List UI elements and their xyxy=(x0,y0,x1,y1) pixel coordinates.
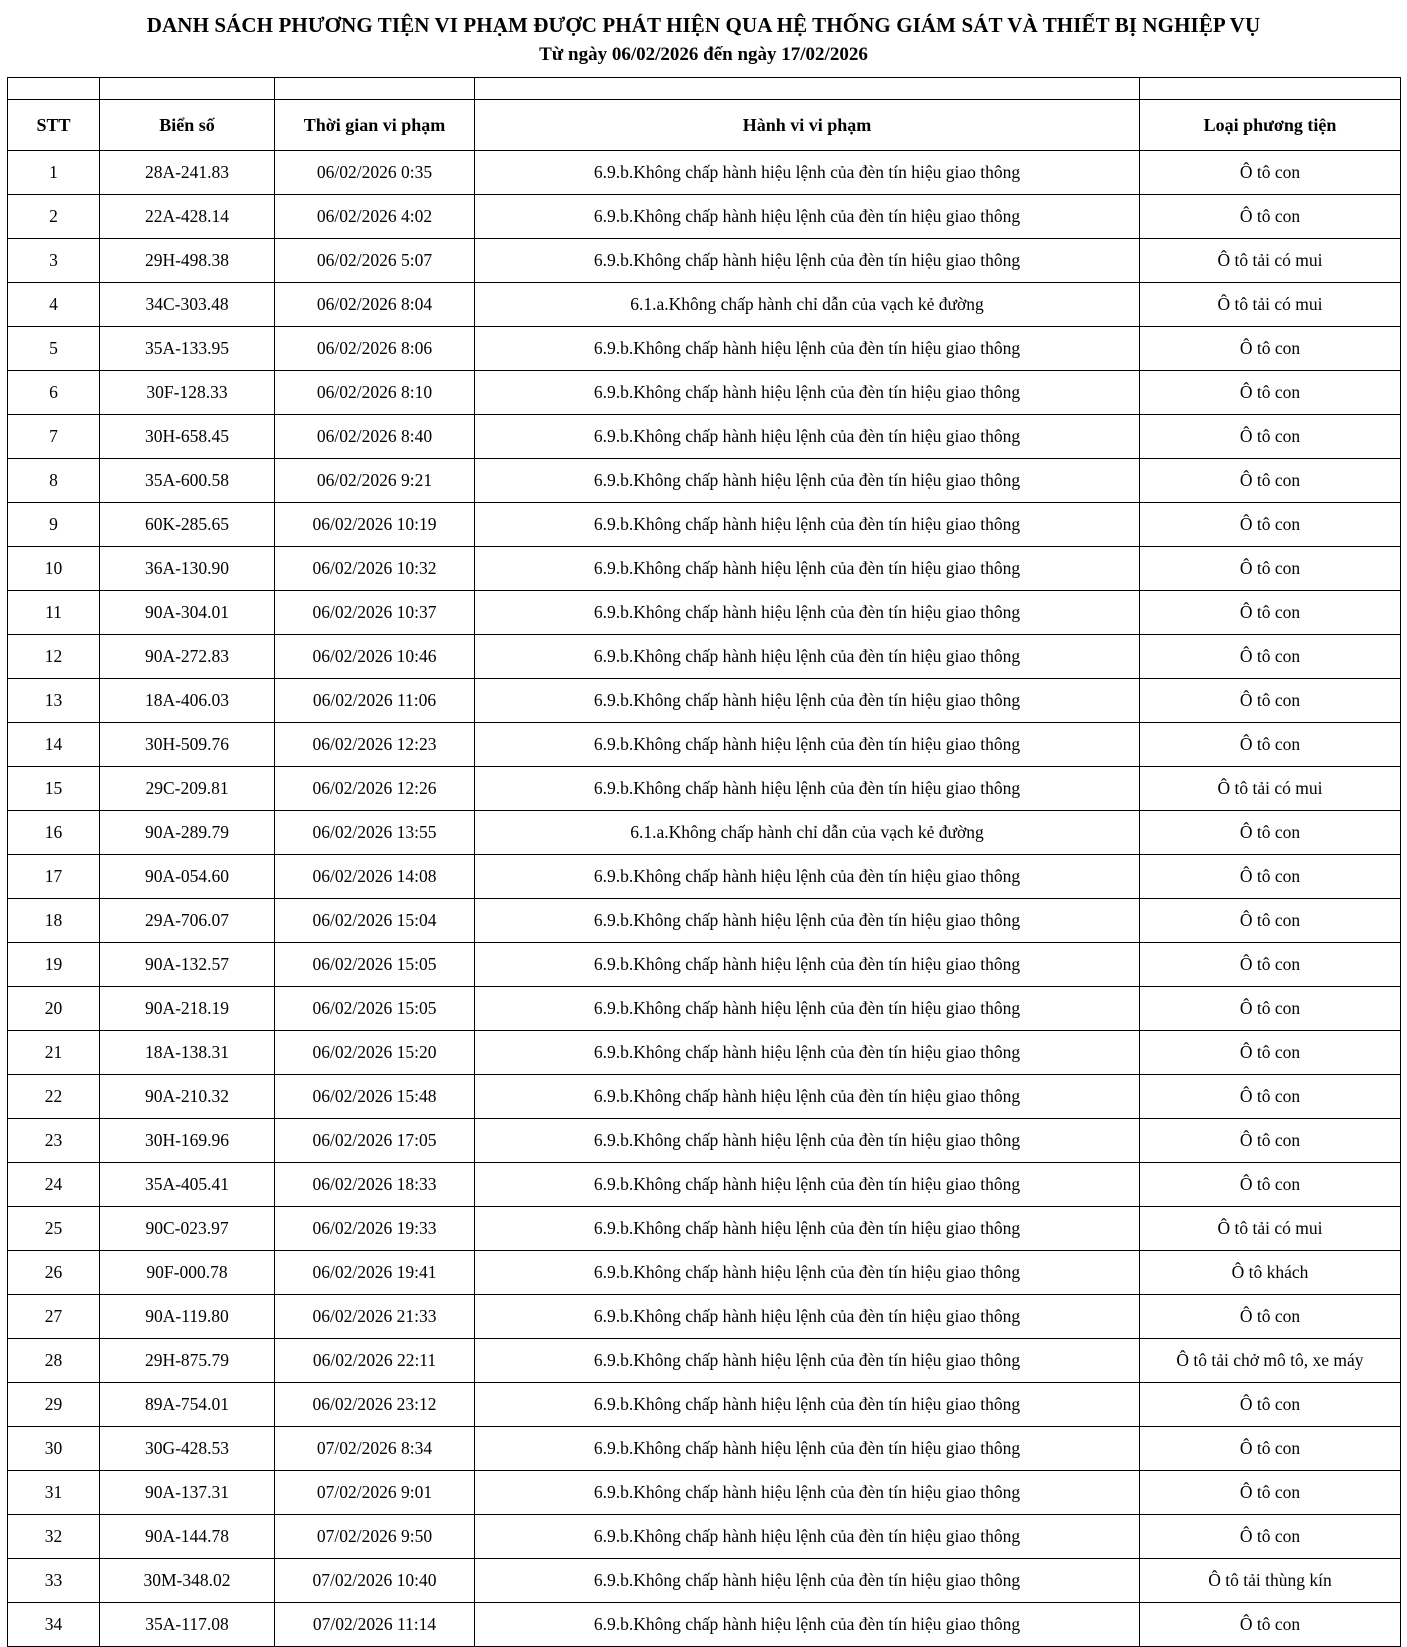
cell-plate: 60K-285.65 xyxy=(100,503,275,547)
cell-plate: 90A-144.78 xyxy=(100,1515,275,1559)
cell-time: 06/02/2026 8:10 xyxy=(275,371,475,415)
cell-behavior: 6.9.b.Không chấp hành hiệu lệnh của đèn tín hiệu giao thông xyxy=(475,1515,1140,1559)
cell-vehicle-type: Ô tô con xyxy=(1140,327,1401,371)
cell-vehicle-type: Ô tô con xyxy=(1140,723,1401,767)
cell-behavior: 6.9.b.Không chấp hành hiệu lệnh của đèn tín hiệu giao thông xyxy=(475,1163,1140,1207)
cell-plate: 30H-509.76 xyxy=(100,723,275,767)
column-header-time: Thời gian vi phạm xyxy=(275,100,475,151)
cell-plate: 18A-406.03 xyxy=(100,679,275,723)
cell-plate: 22A-428.14 xyxy=(100,195,275,239)
column-header-behavior: Hành vi vi phạm xyxy=(475,100,1140,151)
cell-stt: 2 xyxy=(8,195,100,239)
cell-stt: 26 xyxy=(8,1251,100,1295)
cell-stt: 11 xyxy=(8,591,100,635)
cell-plate: 90A-218.19 xyxy=(100,987,275,1031)
cell-plate: 90C-023.97 xyxy=(100,1207,275,1251)
cell-behavior: 6.9.b.Không chấp hành hiệu lệnh của đèn tín hiệu giao thông xyxy=(475,591,1140,635)
table-row xyxy=(8,547,1401,591)
cell-plate: 28A-241.83 xyxy=(100,151,275,195)
cell-plate: 30G-428.53 xyxy=(100,1427,275,1471)
cell-vehicle-type: Ô tô con xyxy=(1140,1427,1401,1471)
cell-time: 06/02/2026 8:06 xyxy=(275,327,475,371)
cell-time: 06/02/2026 4:02 xyxy=(275,195,475,239)
cell-vehicle-type: Ô tô con xyxy=(1140,459,1401,503)
cell-stt: 32 xyxy=(8,1515,100,1559)
cell-behavior: 6.9.b.Không chấp hành hiệu lệnh của đèn tín hiệu giao thông xyxy=(475,151,1140,195)
cell-vehicle-type: Ô tô tải có mui xyxy=(1140,1207,1401,1251)
cell-vehicle-type: Ô tô con xyxy=(1140,987,1401,1031)
cell-stt: 5 xyxy=(8,327,100,371)
cell-behavior: 6.9.b.Không chấp hành hiệu lệnh của đèn tín hiệu giao thông xyxy=(475,1339,1140,1383)
cell-behavior: 6.1.a.Không chấp hành chỉ dẫn của vạch kẻ đường xyxy=(475,283,1140,327)
cell-vehicle-type: Ô tô con xyxy=(1140,635,1401,679)
cell-plate: 35A-600.58 xyxy=(100,459,275,503)
spacer-cell xyxy=(275,78,475,100)
table-row xyxy=(8,1163,1401,1207)
cell-time: 06/02/2026 23:12 xyxy=(275,1383,475,1427)
cell-plate: 90A-137.31 xyxy=(100,1471,275,1515)
cell-time: 06/02/2026 18:33 xyxy=(275,1163,475,1207)
cell-time: 06/02/2026 22:11 xyxy=(275,1339,475,1383)
cell-vehicle-type: Ô tô con xyxy=(1140,547,1401,591)
table-row xyxy=(8,723,1401,767)
cell-plate: 30M-348.02 xyxy=(100,1559,275,1603)
cell-plate: 90A-304.01 xyxy=(100,591,275,635)
cell-vehicle-type: Ô tô con xyxy=(1140,415,1401,459)
cell-behavior: 6.9.b.Không chấp hành hiệu lệnh của đèn tín hiệu giao thông xyxy=(475,1295,1140,1339)
cell-vehicle-type: Ô tô con xyxy=(1140,679,1401,723)
cell-stt: 8 xyxy=(8,459,100,503)
cell-vehicle-type: Ô tô con xyxy=(1140,1603,1401,1647)
cell-stt: 4 xyxy=(8,283,100,327)
cell-stt: 14 xyxy=(8,723,100,767)
cell-behavior: 6.9.b.Không chấp hành hiệu lệnh của đèn tín hiệu giao thông xyxy=(475,1251,1140,1295)
cell-stt: 22 xyxy=(8,1075,100,1119)
cell-vehicle-type: Ô tô con xyxy=(1140,591,1401,635)
cell-behavior: 6.9.b.Không chấp hành hiệu lệnh của đèn tín hiệu giao thông xyxy=(475,1559,1140,1603)
cell-behavior: 6.9.b.Không chấp hành hiệu lệnh của đèn tín hiệu giao thông xyxy=(475,1031,1140,1075)
cell-vehicle-type: Ô tô con xyxy=(1140,811,1401,855)
cell-behavior: 6.9.b.Không chấp hành hiệu lệnh của đèn tín hiệu giao thông xyxy=(475,503,1140,547)
cell-vehicle-type: Ô tô con xyxy=(1140,151,1401,195)
table-row xyxy=(8,855,1401,899)
cell-plate: 90A-272.83 xyxy=(100,635,275,679)
cell-behavior: 6.9.b.Không chấp hành hiệu lệnh của đèn tín hiệu giao thông xyxy=(475,1603,1140,1647)
cell-vehicle-type: Ô tô con xyxy=(1140,1163,1401,1207)
cell-plate: 36A-130.90 xyxy=(100,547,275,591)
cell-plate: 90A-119.80 xyxy=(100,1295,275,1339)
cell-plate: 18A-138.31 xyxy=(100,1031,275,1075)
cell-time: 07/02/2026 9:01 xyxy=(275,1471,475,1515)
cell-plate: 29A-706.07 xyxy=(100,899,275,943)
cell-stt: 12 xyxy=(8,635,100,679)
page-subtitle: Từ ngày 06/02/2026 đến ngày 17/02/2026 xyxy=(539,44,868,66)
cell-time: 06/02/2026 19:33 xyxy=(275,1207,475,1251)
cell-vehicle-type: Ô tô con xyxy=(1140,371,1401,415)
cell-vehicle-type: Ô tô con xyxy=(1140,855,1401,899)
cell-time: 06/02/2026 13:55 xyxy=(275,811,475,855)
cell-plate: 90A-054.60 xyxy=(100,855,275,899)
cell-stt: 20 xyxy=(8,987,100,1031)
cell-stt: 10 xyxy=(8,547,100,591)
table-header xyxy=(8,78,1401,151)
table-row xyxy=(8,1603,1401,1647)
cell-stt: 33 xyxy=(8,1559,100,1603)
cell-behavior: 6.9.b.Không chấp hành hiệu lệnh của đèn tín hiệu giao thông xyxy=(475,239,1140,283)
page-title: DANH SÁCH PHƯƠNG TIỆN VI PHẠM ĐƯỢC PHÁT HIỆN QUA HỆ THỐNG GIÁM SÁT VÀ THIẾT BỊ NGHIỆP VỤ xyxy=(146,13,1261,37)
cell-behavior: 6.9.b.Không chấp hành hiệu lệnh của đèn tín hiệu giao thông xyxy=(475,1383,1140,1427)
cell-time: 06/02/2026 10:19 xyxy=(275,503,475,547)
cell-plate: 29H-498.38 xyxy=(100,239,275,283)
cell-vehicle-type: Ô tô tải có mui xyxy=(1140,283,1401,327)
table-row xyxy=(8,1119,1401,1163)
cell-stt: 24 xyxy=(8,1163,100,1207)
cell-time: 06/02/2026 10:46 xyxy=(275,635,475,679)
cell-time: 07/02/2026 11:14 xyxy=(275,1603,475,1647)
column-header-plate: Biển số xyxy=(100,100,275,151)
cell-stt: 7 xyxy=(8,415,100,459)
cell-behavior: 6.1.a.Không chấp hành chỉ dẫn của vạch kẻ đường xyxy=(475,811,1140,855)
table-row xyxy=(8,371,1401,415)
table-row xyxy=(8,283,1401,327)
cell-time: 06/02/2026 10:32 xyxy=(275,547,475,591)
cell-vehicle-type: Ô tô con xyxy=(1140,1295,1401,1339)
cell-plate: 90A-289.79 xyxy=(100,811,275,855)
cell-time: 06/02/2026 0:35 xyxy=(275,151,475,195)
table-row xyxy=(8,1427,1401,1471)
cell-time: 06/02/2026 21:33 xyxy=(275,1295,475,1339)
cell-behavior: 6.9.b.Không chấp hành hiệu lệnh của đèn tín hiệu giao thông xyxy=(475,1075,1140,1119)
cell-time: 06/02/2026 19:41 xyxy=(275,1251,475,1295)
cell-behavior: 6.9.b.Không chấp hành hiệu lệnh của đèn tín hiệu giao thông xyxy=(475,723,1140,767)
cell-behavior: 6.9.b.Không chấp hành hiệu lệnh của đèn tín hiệu giao thông xyxy=(475,1427,1140,1471)
cell-plate: 35A-133.95 xyxy=(100,327,275,371)
cell-behavior: 6.9.b.Không chấp hành hiệu lệnh của đèn tín hiệu giao thông xyxy=(475,1207,1140,1251)
cell-plate: 34C-303.48 xyxy=(100,283,275,327)
table-row xyxy=(8,151,1401,195)
cell-behavior: 6.9.b.Không chấp hành hiệu lệnh của đèn tín hiệu giao thông xyxy=(475,855,1140,899)
spacer-cell xyxy=(1140,78,1401,100)
cell-behavior: 6.9.b.Không chấp hành hiệu lệnh của đèn tín hiệu giao thông xyxy=(475,327,1140,371)
cell-vehicle-type: Ô tô con xyxy=(1140,1383,1401,1427)
table-row xyxy=(8,767,1401,811)
table-row xyxy=(8,1031,1401,1075)
cell-vehicle-type: Ô tô con xyxy=(1140,1471,1401,1515)
table-row xyxy=(8,811,1401,855)
table-header-row xyxy=(8,100,1401,151)
table-row xyxy=(8,1383,1401,1427)
cell-stt: 13 xyxy=(8,679,100,723)
cell-stt: 34 xyxy=(8,1603,100,1647)
table-row xyxy=(8,1251,1401,1295)
table-row xyxy=(8,1295,1401,1339)
cell-time: 06/02/2026 15:48 xyxy=(275,1075,475,1119)
cell-stt: 18 xyxy=(8,899,100,943)
spacer-cell xyxy=(475,78,1140,100)
table-row xyxy=(8,459,1401,503)
table-row xyxy=(8,415,1401,459)
cell-behavior: 6.9.b.Không chấp hành hiệu lệnh của đèn tín hiệu giao thông xyxy=(475,635,1140,679)
table-top-spacer xyxy=(8,78,1401,100)
cell-vehicle-type: Ô tô con xyxy=(1140,899,1401,943)
cell-stt: 3 xyxy=(8,239,100,283)
cell-time: 06/02/2026 8:40 xyxy=(275,415,475,459)
cell-time: 06/02/2026 15:05 xyxy=(275,943,475,987)
cell-vehicle-type: Ô tô tải có mui xyxy=(1140,767,1401,811)
cell-time: 06/02/2026 12:26 xyxy=(275,767,475,811)
table-row xyxy=(8,239,1401,283)
table-row xyxy=(8,1559,1401,1603)
cell-stt: 19 xyxy=(8,943,100,987)
table-row xyxy=(8,1471,1401,1515)
cell-vehicle-type: Ô tô con xyxy=(1140,1119,1401,1163)
cell-plate: 35A-405.41 xyxy=(100,1163,275,1207)
cell-time: 07/02/2026 10:40 xyxy=(275,1559,475,1603)
table-row xyxy=(8,327,1401,371)
cell-stt: 28 xyxy=(8,1339,100,1383)
cell-plate: 29H-875.79 xyxy=(100,1339,275,1383)
spacer-cell xyxy=(100,78,275,100)
cell-vehicle-type: Ô tô khách xyxy=(1140,1251,1401,1295)
cell-stt: 31 xyxy=(8,1471,100,1515)
cell-behavior: 6.9.b.Không chấp hành hiệu lệnh của đèn tín hiệu giao thông xyxy=(475,415,1140,459)
cell-plate: 30F-128.33 xyxy=(100,371,275,415)
cell-behavior: 6.9.b.Không chấp hành hiệu lệnh của đèn tín hiệu giao thông xyxy=(475,767,1140,811)
cell-behavior: 6.9.b.Không chấp hành hiệu lệnh của đèn tín hiệu giao thông xyxy=(475,371,1140,415)
table-row xyxy=(8,679,1401,723)
cell-stt: 23 xyxy=(8,1119,100,1163)
cell-behavior: 6.9.b.Không chấp hành hiệu lệnh của đèn tín hiệu giao thông xyxy=(475,1119,1140,1163)
cell-vehicle-type: Ô tô con xyxy=(1140,1515,1401,1559)
cell-plate: 90A-210.32 xyxy=(100,1075,275,1119)
cell-time: 06/02/2026 8:04 xyxy=(275,283,475,327)
cell-behavior: 6.9.b.Không chấp hành hiệu lệnh của đèn tín hiệu giao thông xyxy=(475,195,1140,239)
cell-vehicle-type: Ô tô con xyxy=(1140,1031,1401,1075)
table-row xyxy=(8,899,1401,943)
cell-stt: 16 xyxy=(8,811,100,855)
table-row xyxy=(8,1075,1401,1119)
cell-behavior: 6.9.b.Không chấp hành hiệu lệnh của đèn tín hiệu giao thông xyxy=(475,1471,1140,1515)
table-row xyxy=(8,1515,1401,1559)
cell-stt: 15 xyxy=(8,767,100,811)
cell-stt: 30 xyxy=(8,1427,100,1471)
cell-stt: 1 xyxy=(8,151,100,195)
column-header-vehicle-type: Loại phương tiện xyxy=(1140,100,1401,151)
cell-time: 06/02/2026 15:04 xyxy=(275,899,475,943)
cell-plate: 90A-132.57 xyxy=(100,943,275,987)
cell-time: 06/02/2026 17:05 xyxy=(275,1119,475,1163)
cell-vehicle-type: Ô tô tải thùng kín xyxy=(1140,1559,1401,1603)
cell-vehicle-type: Ô tô tải chở mô tô, xe máy xyxy=(1140,1339,1401,1383)
cell-time: 06/02/2026 5:07 xyxy=(275,239,475,283)
cell-stt: 17 xyxy=(8,855,100,899)
table-row xyxy=(8,1339,1401,1383)
cell-behavior: 6.9.b.Không chấp hành hiệu lệnh của đèn tín hiệu giao thông xyxy=(475,943,1140,987)
cell-time: 06/02/2026 12:23 xyxy=(275,723,475,767)
cell-plate: 89A-754.01 xyxy=(100,1383,275,1427)
cell-behavior: 6.9.b.Không chấp hành hiệu lệnh của đèn tín hiệu giao thông xyxy=(475,899,1140,943)
cell-stt: 21 xyxy=(8,1031,100,1075)
cell-plate: 90F-000.78 xyxy=(100,1251,275,1295)
cell-plate: 35A-117.08 xyxy=(100,1603,275,1647)
table-row xyxy=(8,503,1401,547)
table-row xyxy=(8,635,1401,679)
cell-vehicle-type: Ô tô con xyxy=(1140,503,1401,547)
cell-time: 07/02/2026 8:34 xyxy=(275,1427,475,1471)
table-row xyxy=(8,195,1401,239)
table-row xyxy=(8,1207,1401,1251)
cell-behavior: 6.9.b.Không chấp hành hiệu lệnh của đèn tín hiệu giao thông xyxy=(475,987,1140,1031)
cell-plate: 30H-169.96 xyxy=(100,1119,275,1163)
cell-time: 06/02/2026 11:06 xyxy=(275,679,475,723)
cell-stt: 9 xyxy=(8,503,100,547)
cell-time: 06/02/2026 15:05 xyxy=(275,987,475,1031)
table-row xyxy=(8,987,1401,1031)
cell-plate: 29C-209.81 xyxy=(100,767,275,811)
table-row xyxy=(8,591,1401,635)
cell-stt: 25 xyxy=(8,1207,100,1251)
cell-time: 06/02/2026 15:20 xyxy=(275,1031,475,1075)
cell-time: 06/02/2026 9:21 xyxy=(275,459,475,503)
violations-table xyxy=(7,77,1401,1647)
column-header-stt: STT xyxy=(8,100,100,151)
cell-vehicle-type: Ô tô con xyxy=(1140,195,1401,239)
cell-behavior: 6.9.b.Không chấp hành hiệu lệnh của đèn tín hiệu giao thông xyxy=(475,459,1140,503)
cell-stt: 29 xyxy=(8,1383,100,1427)
cell-time: 06/02/2026 14:08 xyxy=(275,855,475,899)
cell-plate: 30H-658.45 xyxy=(100,415,275,459)
cell-time: 07/02/2026 9:50 xyxy=(275,1515,475,1559)
table-body xyxy=(8,151,1401,1647)
cell-behavior: 6.9.b.Không chấp hành hiệu lệnh của đèn tín hiệu giao thông xyxy=(475,547,1140,591)
cell-behavior: 6.9.b.Không chấp hành hiệu lệnh của đèn tín hiệu giao thông xyxy=(475,679,1140,723)
spacer-cell xyxy=(8,78,100,100)
cell-time: 06/02/2026 10:37 xyxy=(275,591,475,635)
cell-vehicle-type: Ô tô con xyxy=(1140,943,1401,987)
cell-stt: 6 xyxy=(8,371,100,415)
table-row xyxy=(8,943,1401,987)
cell-vehicle-type: Ô tô tải có mui xyxy=(1140,239,1401,283)
cell-vehicle-type: Ô tô con xyxy=(1140,1075,1401,1119)
cell-stt: 27 xyxy=(8,1295,100,1339)
